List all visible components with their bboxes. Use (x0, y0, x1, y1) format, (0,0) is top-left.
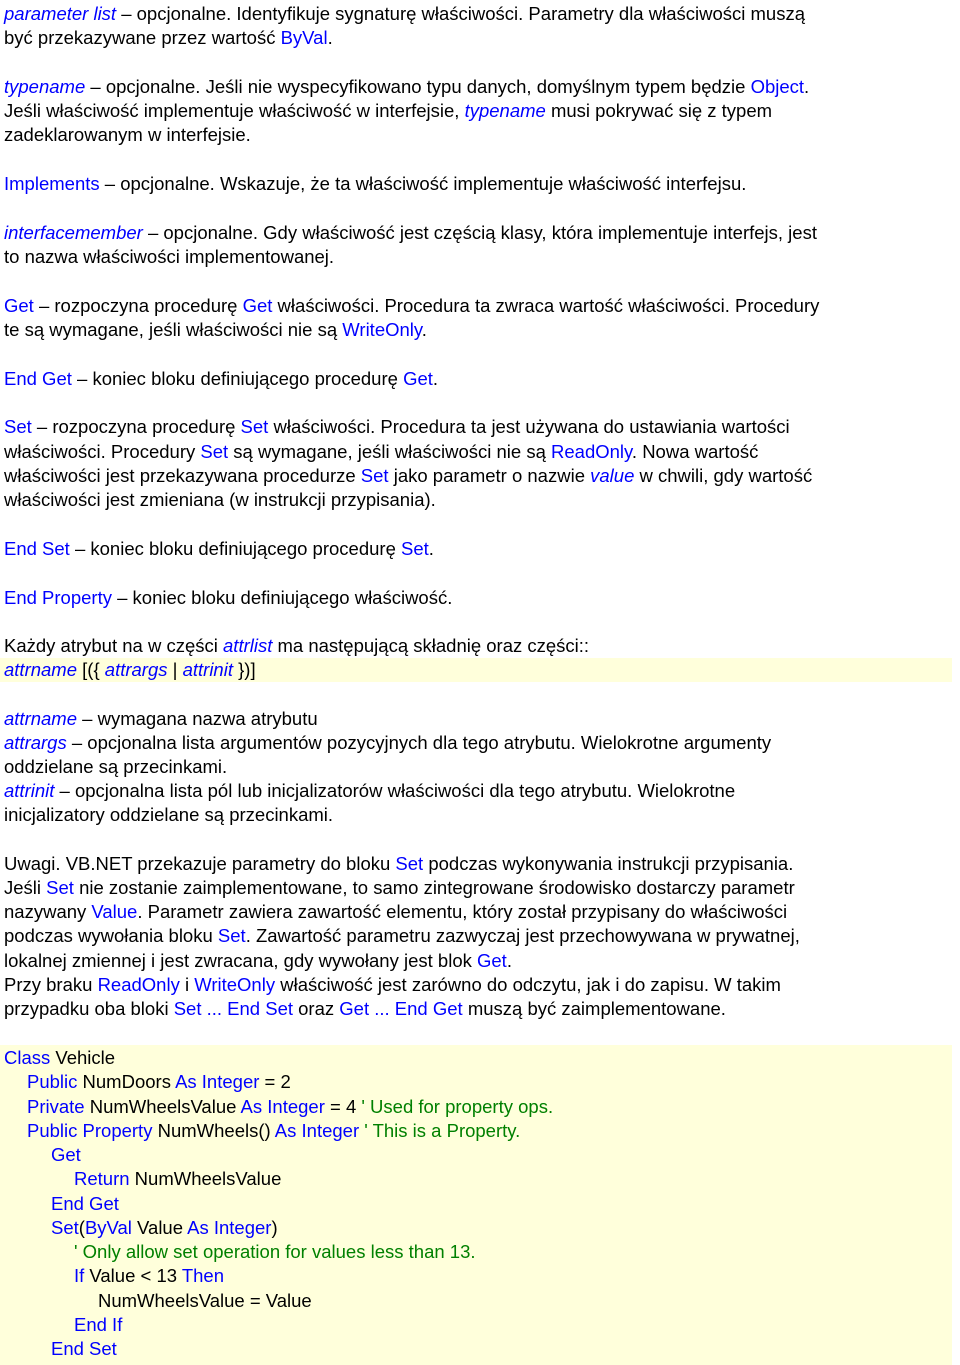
text: . (428, 538, 434, 559)
code-keyword: End Set (51, 1338, 117, 1359)
code-text: NumWheels() (152, 1120, 275, 1141)
keyword-writeonly: WriteOnly (194, 974, 276, 995)
keyword-set: Set (217, 925, 246, 946)
text: – rozpoczyna procedurę (33, 295, 243, 316)
set-line-1 (4, 415, 790, 439)
attrinit-line-1 (4, 779, 735, 803)
interfacemember-line-1 (4, 221, 817, 245)
code-line-11 (98, 1289, 312, 1313)
text: . (506, 950, 512, 971)
text: być przekazywane przez wartość (4, 27, 281, 48)
text: | (167, 659, 183, 680)
text: . Nowa wartość (631, 441, 759, 462)
code-comment: ' Used for property ops. (361, 1096, 554, 1117)
term-set: Set (4, 416, 32, 437)
code-text: = 2 (259, 1071, 291, 1092)
text: właściwości jest zmieniana (w instrukcji przypisania). (4, 489, 436, 510)
param-list-line-2 (4, 26, 333, 50)
term-interfacemember: interfacemember (4, 222, 143, 243)
text: – rozpoczyna procedurę (31, 416, 241, 437)
remarks-line-1 (4, 852, 793, 876)
code-keyword: Then (181, 1265, 225, 1286)
set-line-2 (4, 440, 758, 464)
code-text: NumWheelsValue (84, 1096, 241, 1117)
text: nie zostanie zaimplementowane, to samo zintegrowane środowisko dostarczy parametr (73, 877, 795, 898)
keyword-set: Set (360, 465, 389, 486)
text: i (179, 974, 195, 995)
keyword-set: Set (395, 853, 424, 874)
text: – koniec bloku definiującego procedurę (71, 368, 404, 389)
term-implements: Implements (4, 173, 100, 194)
typename-line-3 (4, 123, 251, 147)
code-keyword: As Integer (187, 1217, 272, 1238)
text: inicjalizatory oddzielane są przecinkami. (4, 804, 334, 825)
text: właściwość jest zarówno do odczytu, jak i do zapisu. W takim (275, 974, 781, 995)
term-end-set: End Set (4, 538, 70, 559)
get-line-1 (4, 294, 819, 318)
code-text: Value (131, 1217, 188, 1238)
keyword-set: Set (46, 877, 74, 898)
term-attrargs: attrargs (4, 732, 67, 753)
keyword-get: Get (403, 368, 433, 389)
end-get-line (4, 367, 438, 391)
keyword-set: Set (401, 538, 429, 559)
attr-intro-line (4, 634, 589, 658)
code-line-1 (4, 1046, 115, 1070)
typename-line-2 (4, 99, 772, 123)
keyword-value: Value (91, 901, 138, 922)
remarks-line-6 (4, 973, 781, 997)
code-keyword: Private (27, 1096, 85, 1117)
text: . (327, 27, 333, 48)
set-line-4 (4, 488, 436, 512)
code-text: ( (78, 1217, 85, 1238)
text: musi pokrywać się z typem (545, 100, 773, 121)
term-attrinit: attrinit (4, 780, 55, 801)
code-line-6 (74, 1167, 281, 1191)
text: Uwagi. VB.NET przekazuje parametry do bloku (4, 853, 396, 874)
term-attrlist: attrlist (223, 635, 273, 656)
text: – koniec bloku definiującego właściwość. (111, 587, 453, 608)
text: })] (232, 659, 256, 680)
remarks-line-5 (4, 949, 512, 973)
keyword-set: Set (200, 441, 229, 462)
param-list-line-1 (4, 2, 805, 26)
term-get: Get (4, 295, 34, 316)
text: oddzielane są przecinkami. (4, 756, 228, 777)
attrargs-line-2 (4, 755, 227, 779)
code-keyword: If (74, 1265, 85, 1286)
keyword-get-end-get: Get ... End Get (339, 998, 463, 1019)
text: podczas wywołania bloku (4, 925, 218, 946)
code-text: NumWheelsValue (129, 1168, 282, 1189)
text: – opcjonalne. Jeśli nie wyspecyfikowano typu danych, domyślnym typem będzie (85, 76, 751, 97)
text: Przy braku (4, 974, 98, 995)
code-line-4 (27, 1119, 520, 1143)
term-attrargs: attrargs (104, 659, 168, 680)
keyword-set: Set (240, 416, 269, 437)
code-keyword: As Integer (175, 1071, 260, 1092)
keyword-object: Object (750, 76, 805, 97)
code-comment: ' Only allow set operation for values less than 13. (74, 1241, 476, 1262)
text: te są wymagane, jeśli właściwości nie są (4, 319, 343, 340)
code-line-7 (51, 1192, 119, 1216)
text: . Parametr zawiera zawartość elementu, który został przypisany do właściwości (137, 901, 788, 922)
code-keyword: As Integer (240, 1096, 325, 1117)
code-line-10 (74, 1264, 224, 1288)
keyword-set-end-set: Set ... End Set (173, 998, 293, 1019)
text: właściwości jest przekazywana procedurze (4, 465, 361, 486)
code-keyword: Set (51, 1217, 79, 1238)
term-value: value (590, 465, 635, 486)
code-keyword: End If (74, 1314, 123, 1335)
text: podczas wykonywania instrukcji przypisania. (423, 853, 794, 874)
attr-syntax-line (0, 658, 952, 682)
text: właściwości. Procedura ta jest używana do ustawiania wartości (268, 416, 790, 437)
code-line-2 (27, 1070, 291, 1094)
term-typename: typename (4, 76, 86, 97)
term-typename-inline: typename (464, 100, 546, 121)
code-text: Value < 13 (84, 1265, 182, 1286)
code-keyword: Class (4, 1047, 51, 1068)
text: – wymagana nazwa atrybutu (77, 708, 318, 729)
text: – koniec bloku definiującego procedurę (69, 538, 401, 559)
text: – opcjonalna lista argumentów pozycyjnych dla tego atrybutu. Wielokrotne argumenty (66, 732, 772, 753)
text: zadeklarowanym w interfejsie. (4, 124, 251, 145)
remarks-line-2 (4, 876, 795, 900)
text: przypadku oba bloki (4, 998, 174, 1019)
remarks-line-4 (4, 924, 800, 948)
text: Jeśli właściwość implementuje właściwość w interfejsie, (4, 100, 465, 121)
code-text: = 4 (324, 1096, 362, 1117)
text: . Zawartość parametru zazwyczaj jest przechowywana w prywatnej, (245, 925, 800, 946)
keyword-get: Get (477, 950, 507, 971)
text: . (804, 76, 810, 97)
keyword-writeonly: WriteOnly (342, 319, 422, 340)
term-attrname: attrname (4, 659, 78, 680)
term-end-get: End Get (4, 368, 72, 389)
code-keyword: Public (27, 1071, 78, 1092)
text: w chwili, gdy wartość (634, 465, 813, 486)
remarks-line-7 (4, 997, 726, 1021)
code-text: NumWheelsValue = Value (98, 1290, 312, 1311)
get-line-2 (4, 318, 427, 342)
text: [({ (77, 659, 105, 680)
code-line-12 (74, 1313, 122, 1337)
text: Każdy atrybut na w części (4, 635, 224, 656)
text: . (421, 319, 427, 340)
code-keyword: ByVal (84, 1217, 132, 1238)
code-line-8 (51, 1216, 278, 1240)
term-parameter-list: parameter list (4, 3, 117, 24)
set-line-3 (4, 464, 812, 488)
code-text: NumDoors (77, 1071, 176, 1092)
text: nazywany (4, 901, 92, 922)
text: oraz (293, 998, 340, 1019)
text: właściwości. Procedura ta zwraca wartość właściwości. Procedury (272, 295, 820, 316)
code-keyword: Public Property (27, 1120, 153, 1141)
keyword-byval: ByVal (280, 27, 328, 48)
term-attrname: attrname (4, 708, 78, 729)
text: – opcjonalne. Wskazuje, że ta właściwość implementuje właściwość interfejsu. (99, 173, 747, 194)
code-keyword: End Get (51, 1193, 119, 1214)
implements-line (4, 172, 746, 196)
text: są wymagane, jeśli właściwości nie są (228, 441, 552, 462)
text: Jeśli (4, 877, 47, 898)
end-set-line (4, 537, 434, 561)
end-property-line (4, 586, 452, 610)
interfacemember-line-2 (4, 245, 334, 269)
text: – opcjonalne. Identyfikuje sygnaturę właściwości. Parametry dla właściwości muszą (116, 3, 805, 24)
text: . (432, 368, 439, 389)
keyword-get: Get (242, 295, 273, 316)
term-end-property: End Property (4, 587, 112, 608)
code-line-9 (74, 1240, 476, 1264)
attrinit-line-2 (4, 803, 333, 827)
text: właściwości. Procedury (4, 441, 201, 462)
code-comment: ' This is a Property. (364, 1120, 521, 1141)
text: – opcjonalne. Gdy właściwość jest częścią klasy, która implementuje interfejs, jest (142, 222, 817, 243)
text: muszą być zaimplementowane. (462, 998, 726, 1019)
term-attrinit: attrinit (182, 659, 233, 680)
text: – opcjonalna lista pól lub inicjalizatorów właściwości dla tego atrybutu. Wielokrotne (54, 780, 736, 801)
code-keyword: Return (74, 1168, 130, 1189)
code-line-13 (51, 1337, 117, 1361)
attrname-line (4, 707, 318, 731)
code-text: Vehicle (50, 1047, 116, 1068)
code-keyword: As Integer (274, 1120, 360, 1141)
text: lokalnej zmiennej i jest zwracana, gdy wywołany jest blok (4, 950, 477, 971)
attrargs-line-1 (4, 731, 771, 755)
typename-line-1 (4, 75, 809, 99)
code-line-5 (51, 1143, 81, 1167)
code-line-3 (27, 1095, 553, 1119)
keyword-readonly: ReadOnly (551, 441, 632, 462)
text: to nazwa właściwości implementowanej. (4, 246, 335, 267)
remarks-line-3 (4, 900, 787, 924)
code-text: ) (271, 1217, 278, 1238)
keyword-readonly: ReadOnly (97, 974, 180, 995)
text: ma następującą składnię oraz części:: (272, 635, 590, 656)
text: jako parametr o nazwie (388, 465, 591, 486)
code-keyword: Get (51, 1144, 81, 1165)
